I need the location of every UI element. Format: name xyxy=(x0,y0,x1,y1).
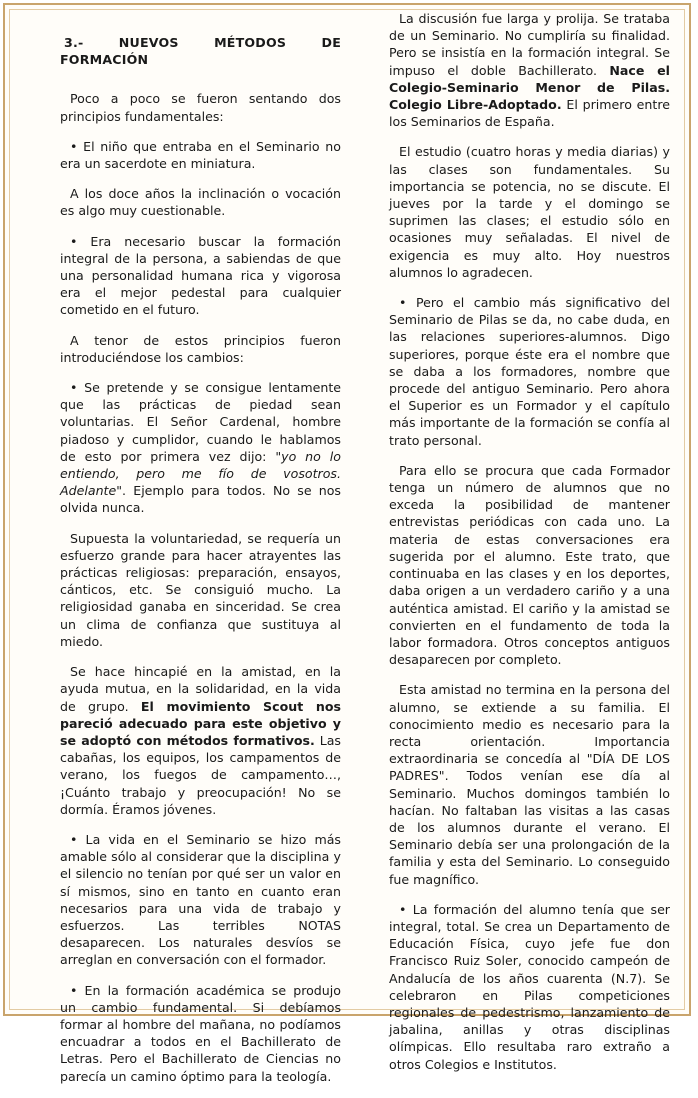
paragraph: Supuesta la voluntariedad, se requería un esfuerzo grande para hacer atrayentes las prácticas religiosas: preparación, ensayos, cánticos, etc. Se consiguió mucho. La religiosidad ganaba en sinceridad. Se crea un clima de confianza que sustituya al miedo. xyxy=(60,530,341,649)
paragraph: Para ello se procura que cada Formador tenga un número de alumnos que no exceda la posibilidad de mantener entrevistas periódicas con cada uno. La materia de estas conversaciones era sugerida por el alumno. Este trato, que continuaba en las clases y en los deportes, daba origen a un verdadero cariño y a una auténtica amistad. El cariño y la amistad se convierten en el fundamento de toda la labor formadora. Otros conceptos antiguos desaparecen por completo. xyxy=(389,462,670,668)
text-run: Se hace hincapié en la amistad, en la ayuda mutua, en la solidaridad, en la vida de grupo. xyxy=(60,664,341,714)
paragraph: • La vida en el Seminario se hizo más amable sólo al considerar que la disciplina y el silencio no tenían por qué ser un valor en sí mismos, sino en tanto en cuanto eran necesarios para una vida de trabajo y esfuerzos. Las terribles NOTAS desaparecen. Los naturales desvíos se arreglan en conversación con el formador. xyxy=(60,831,341,968)
paragraph: El estudio (cuatro horas y media diarias) y las clases son fundamentales. Su importancia se potencia, no se discute. El jueves por la tarde y el domingo se suprimen las clases; el estudio sólo en ocasiones muy señaladas. El nivel de exigencia es muy alto. Hoy nuestros alumnos lo agradecen. xyxy=(389,144,670,280)
text-run: Las cabañas, los equipos, los campamentos de verano, los fuegos de campamento…, ¡Cuánto trabajo y preocupación! No se dormía. Éramos jóvenes. xyxy=(60,732,341,817)
paragraph xyxy=(389,10,670,130)
section-title: 3.- NUEVOS MÉTODOS DE FORMACIÓN xyxy=(60,35,341,68)
paragraph: • Era necesario buscar la formación integral de la persona, a sabiendas de que una personalidad humana rica y vigorosa era el mejor pedestal para cualquier cometido en el futuro. xyxy=(60,233,341,318)
page-inner-border xyxy=(9,9,685,1084)
bold-run: Nace el Colegio-Seminario Menor de Pilas. Colegio Libre-Adoptado. xyxy=(389,62,670,113)
right-column xyxy=(389,10,670,1086)
paragraph: • El niño que entraba en el Seminario no era un sacerdote en miniatura. xyxy=(60,138,341,172)
paragraph: A tenor de estos principios fueron introduciéndose los cambios: xyxy=(60,332,341,365)
text-run: El primero entre los Seminarios de España. xyxy=(389,97,670,130)
paragraph xyxy=(60,663,341,818)
paragraph: A los doce años la inclinación o vocación es algo muy cuestionable. xyxy=(60,186,341,219)
paragraph xyxy=(60,379,341,517)
text-run: La discusión fue larga y prolija. Se trataba de un Seminario. No cumpliría su finalidad. Pero se insistía en la formación integral. Se impuso el doble Bachillerato. xyxy=(389,11,670,78)
paragraph: Poco a poco se fueron sentando dos principios fundamentales: xyxy=(60,91,341,124)
paragraph: • Pero el cambio más significativo del Seminario de Pilas se da, no cabe duda, en las relaciones superiores-alumnos. Digo superiores, porque éste era el nombre que se daba a los formadores, nombre que procede del antiguo Seminario. Pero ahora el Superior es un Formador y el capítulo más importante de la formación se confía al trato personal. xyxy=(389,295,670,448)
paragraph: • La formación del alumno tenía que ser integral, total. Se crea un Departamento de Educación Física, cuyo jefe fue don Francisco Ruiz Soler, conocido campeón de Andalucía de los años cuarenta (N.7). Se celebraron en Pilas competiciones regionales de pedestrismo, lanzamiento de jabalina, anillas y otras disciplinas olímpicas. Ello resultaba raro extraño a otros Colegios e Institutos. xyxy=(389,901,670,1072)
quote-italic: "yo no lo entiendo, pero me fío de vosotros. Adelante" xyxy=(60,448,341,499)
text-run: . Ejemplo para todos. No se nos olvida nunca. xyxy=(60,483,341,516)
bold-run: El movimiento Scout nos pareció adecuado para este objetivo y se adoptó con métodos formativos. xyxy=(60,698,341,748)
paragraph: Esta amistad no termina en la persona del alumno, se extiende a su familia. El conocimiento medio es necesario para la recta orientación. Importancia extraordinaria se concedía al "DÍA DE LOS PADRES". Todos venían ese día al Seminario. Muchos domingos también lo hacían. No faltaban las visitas a las casas de los alumnos durante el verano. El Seminario debía ser una prolongación de la familia y esta del Seminario. Lo conseguido fue magnífico. xyxy=(389,682,670,887)
left-column xyxy=(60,34,341,1098)
page-frame xyxy=(3,3,691,1084)
paragraph: • En la formación académica se produjo un cambio fundamental. Si debíamos formar al hombre del mañana, no podíamos encuadrar a todos en el Bachillerato de Letras. Pero el Bachillerato de Ciencias no parecía un camino óptimo para la teología. xyxy=(60,982,341,1084)
text-run: • Se pretende y se consigue lentamente que las prácticas de piedad sean voluntarias. El Señor Cardenal, hombre piadoso y cumplidor, cuando le hablamos de esto por primera vez dijo: xyxy=(60,380,341,464)
